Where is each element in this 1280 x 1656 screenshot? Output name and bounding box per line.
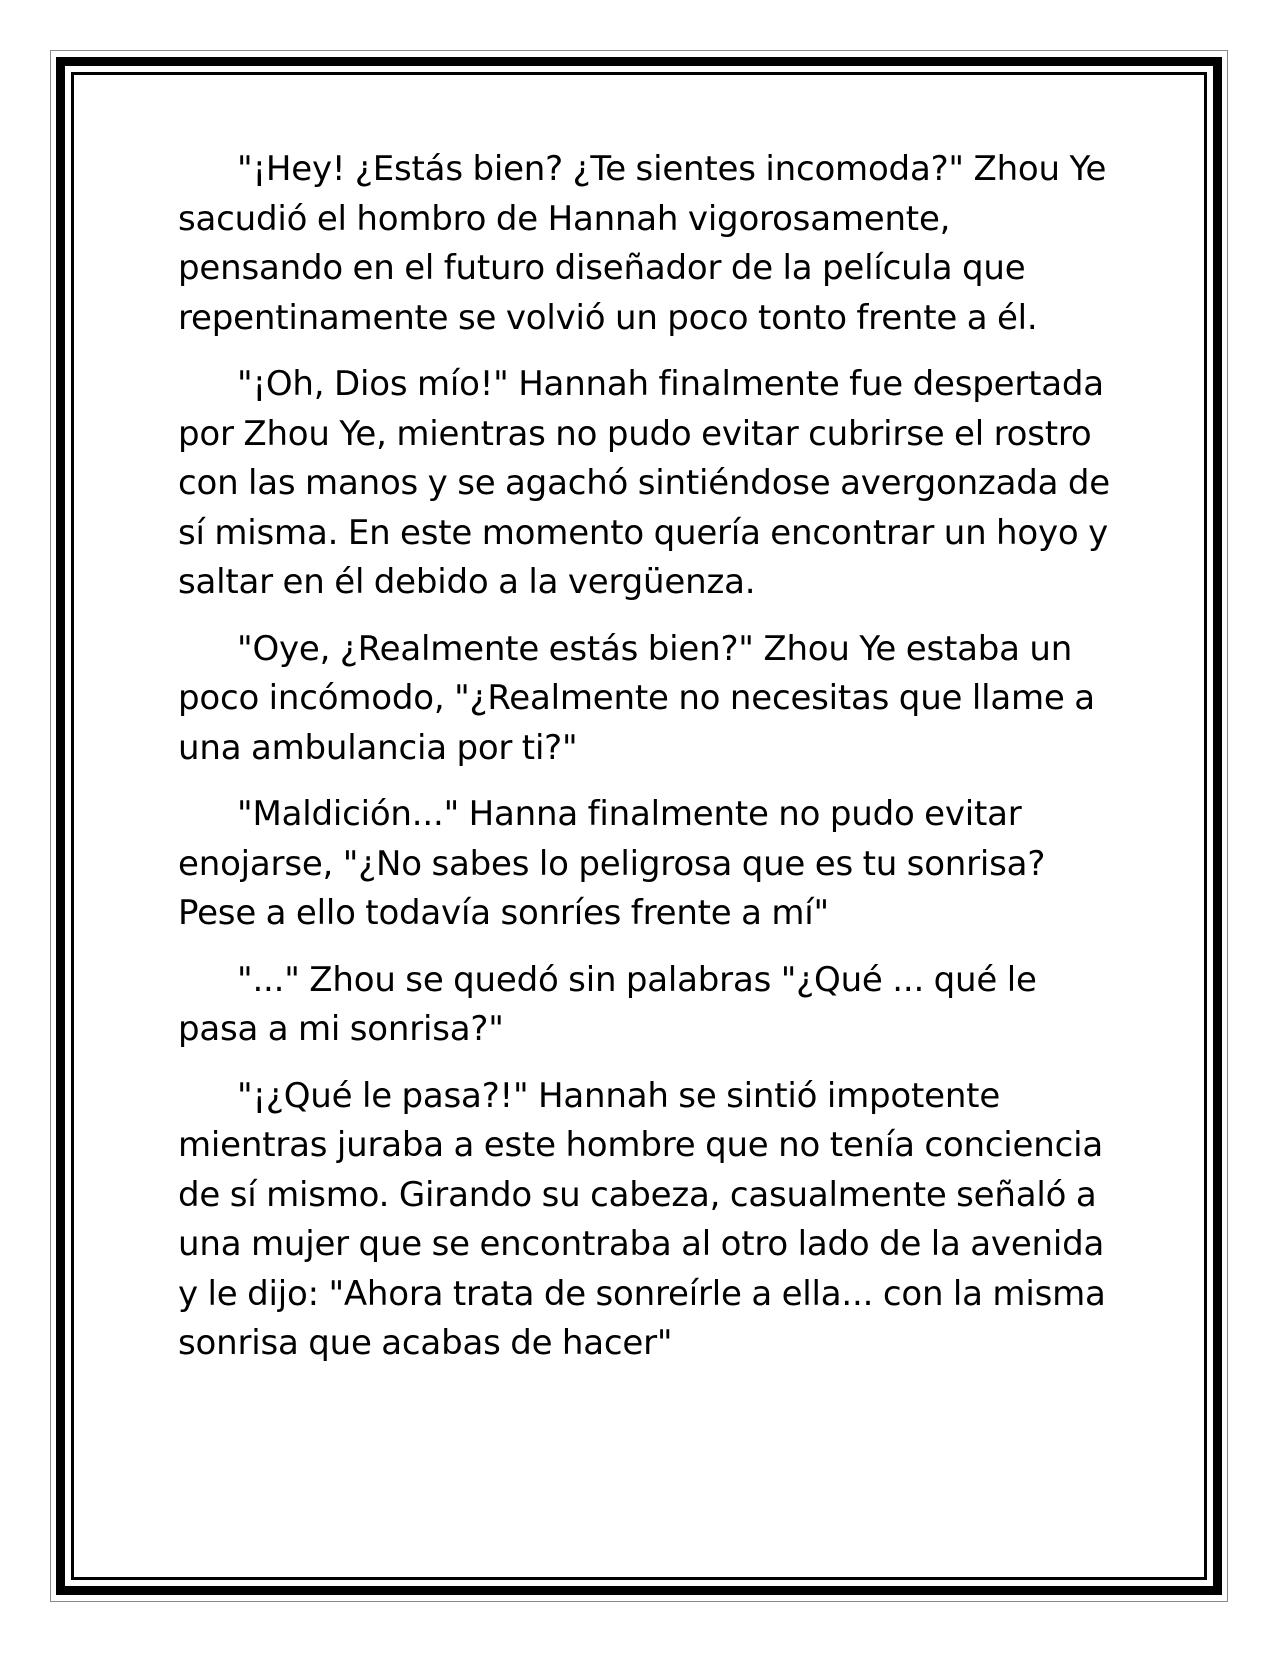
paragraph-6: "¡¿Qué le pasa?!" Hannah se sintió impotente mientras juraba a este hombre que no tenía conciencia de sí mismo. Girando su cabeza, casualmente señaló a una mujer que se encontraba al otro lado de la avenida y le dijo: "Ahora trata de sonreírle a ella... con la misma sonrisa que acabas de hacer": [178, 1075, 1106, 1363]
paragraph-2: "¡Oh, Dios mío!" Hannah finalmente fue despertada por Zhou Ye, mientras no pudo evitar cubrirse el rostro con las manos y se agachó sintiéndose avergonzada de sí misma. En este momento quería encontrar un hoyo y saltar en él debido a la vergüenza.: [178, 364, 1110, 602]
paragraph-4: "Maldición..." Hanna finalmente no pudo evitar enojarse, "¿No sabes lo peligrosa que es tu sonrisa? Pese a ello todavía sonríes frente a mí": [178, 794, 1046, 933]
paragraph-5: "..." Zhou se quedó sin palabras "¿Qué ... qué le pasa a mi sonrisa?": [178, 959, 1037, 1049]
paragraph-1: "¡Hey! ¿Estás bien? ¿Te sientes incomoda?" Zhou Ye sacudió el hombro de Hannah vigorosamente, pensando en el futuro diseñador de la película que repentinamente se volvió un poco tonto frente a él.: [178, 149, 1107, 338]
paragraph-3: "Oye, ¿Realmente estás bien?" Zhou Ye estaba un poco incómodo, "¿Realmente no necesitas que llame a una ambulancia por ti?": [178, 628, 1095, 768]
story-text: [178, 145, 1118, 1386]
